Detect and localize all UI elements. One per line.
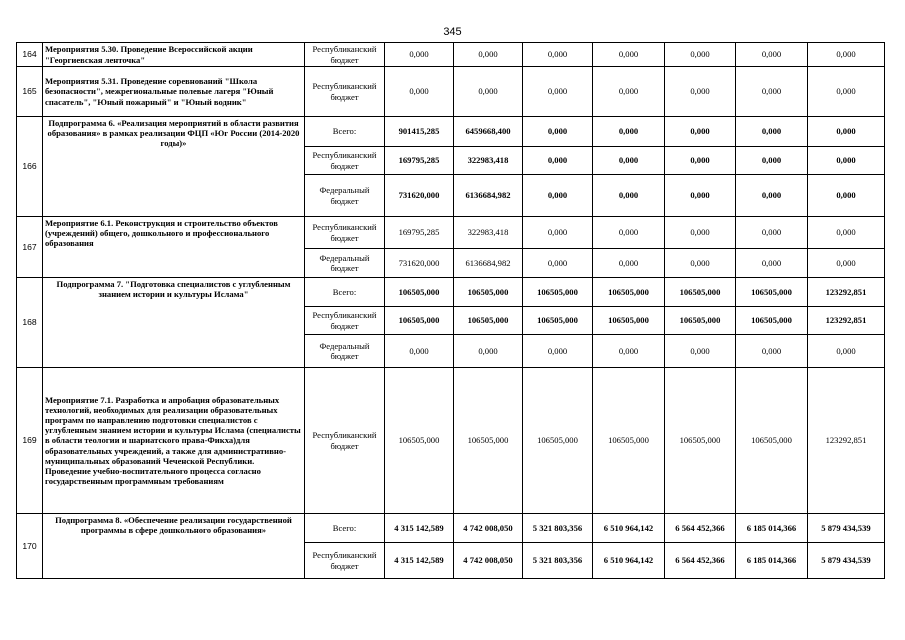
amount-cell: 106505,000 — [385, 368, 454, 514]
amount-cell: 5 321 803,356 — [523, 514, 593, 543]
activity-name: Подпрограмма 6. «Реализация мероприятий в области развития образования» в рамках реализации ФЦП «Юг России (2014-2020 годы)» — [43, 117, 305, 217]
funding-source: Республиканский бюджет — [305, 217, 385, 249]
amount-cell: 0,000 — [523, 43, 593, 67]
amount-cell: 123292,851 — [808, 278, 885, 307]
amount-cell: 106505,000 — [454, 368, 523, 514]
amount-cell: 106505,000 — [593, 307, 665, 335]
amount-cell: 0,000 — [808, 117, 885, 147]
amount-cell: 106505,000 — [665, 307, 736, 335]
amount-cell: 6 564 452,366 — [665, 543, 736, 579]
amount-cell: 0,000 — [593, 335, 665, 368]
budget-table — [16, 42, 885, 579]
amount-cell: 0,000 — [385, 67, 454, 117]
amount-cell: 106505,000 — [523, 278, 593, 307]
amount-cell: 0,000 — [808, 43, 885, 67]
amount-cell: 0,000 — [736, 335, 808, 368]
amount-cell: 123292,851 — [808, 368, 885, 514]
amount-cell: 0,000 — [454, 43, 523, 67]
row-number: 169 — [17, 368, 43, 514]
activity-name: Мероприятия 5.30. Проведение Всероссийской акции "Георгиевская ленточка" — [43, 43, 305, 67]
amount-cell: 322983,418 — [454, 217, 523, 249]
funding-source: Федеральный бюджет — [305, 335, 385, 368]
funding-source: Республиканский бюджет — [305, 307, 385, 335]
amount-cell: 169795,285 — [385, 147, 454, 175]
amount-cell: 106505,000 — [736, 307, 808, 335]
amount-cell: 731620,000 — [385, 249, 454, 278]
funding-source: Республиканский бюджет — [305, 368, 385, 514]
funding-source: Республиканский бюджет — [305, 43, 385, 67]
amount-cell: 106505,000 — [593, 278, 665, 307]
amount-cell: 106505,000 — [736, 368, 808, 514]
amount-cell: 6 510 964,142 — [593, 514, 665, 543]
amount-cell: 0,000 — [665, 175, 736, 217]
row-number: 164 — [17, 43, 43, 67]
activity-name: Мероприятия 5.31. Проведение соревнований "Школа безопасности", межрегиональные полевые лагеря "Юный спасатель", "Юный пожарный" и "Юный водник" — [43, 67, 305, 117]
table-row — [17, 217, 885, 249]
amount-cell: 0,000 — [523, 175, 593, 217]
table-row — [17, 117, 885, 147]
table-row — [17, 67, 885, 117]
amount-cell: 106505,000 — [454, 307, 523, 335]
amount-cell: 123292,851 — [808, 307, 885, 335]
amount-cell: 0,000 — [808, 249, 885, 278]
amount-cell: 0,000 — [593, 147, 665, 175]
amount-cell: 4 742 008,050 — [454, 543, 523, 579]
table-row — [17, 43, 885, 67]
amount-cell: 0,000 — [665, 217, 736, 249]
table-body — [17, 43, 885, 579]
amount-cell: 0,000 — [665, 335, 736, 368]
amount-cell: 0,000 — [665, 249, 736, 278]
amount-cell: 0,000 — [523, 67, 593, 117]
amount-cell: 169795,285 — [385, 217, 454, 249]
amount-cell: 0,000 — [665, 43, 736, 67]
activity-name: Подпрограмма 7. "Подготовка специалистов с углубленным знанием истории и культуры Ислама" — [43, 278, 305, 368]
amount-cell: 0,000 — [736, 175, 808, 217]
amount-cell: 106505,000 — [523, 368, 593, 514]
amount-cell: 4 315 142,589 — [385, 514, 454, 543]
amount-cell: 106505,000 — [665, 278, 736, 307]
amount-cell: 0,000 — [665, 117, 736, 147]
table-row — [17, 278, 885, 307]
amount-cell: 0,000 — [808, 147, 885, 175]
amount-cell: 901415,285 — [385, 117, 454, 147]
table-row — [17, 368, 885, 514]
activity-name: Мероприятие 6.1. Реконструкция и строительство объектов (учреждений) общего, дошкольного и профессионального образования — [43, 217, 305, 278]
amount-cell: 0,000 — [736, 117, 808, 147]
amount-cell: 6 185 014,366 — [736, 543, 808, 579]
amount-cell: 0,000 — [523, 249, 593, 278]
funding-source: Республиканский бюджет — [305, 147, 385, 175]
amount-cell: 6 185 014,366 — [736, 514, 808, 543]
row-number: 168 — [17, 278, 43, 368]
funding-source: Республиканский бюджет — [305, 67, 385, 117]
amount-cell: 0,000 — [736, 147, 808, 175]
amount-cell: 0,000 — [593, 43, 665, 67]
amount-cell: 6136684,982 — [454, 175, 523, 217]
funding-source: Федеральный бюджет — [305, 175, 385, 217]
amount-cell: 0,000 — [454, 335, 523, 368]
amount-cell: 4 315 142,589 — [385, 543, 454, 579]
amount-cell: 0,000 — [665, 147, 736, 175]
amount-cell: 0,000 — [593, 117, 665, 147]
funding-source: Федеральный бюджет — [305, 249, 385, 278]
amount-cell: 731620,000 — [385, 175, 454, 217]
funding-source: Республиканский бюджет — [305, 543, 385, 579]
amount-cell: 0,000 — [454, 67, 523, 117]
amount-cell: 106505,000 — [385, 278, 454, 307]
amount-cell: 6459668,400 — [454, 117, 523, 147]
amount-cell: 0,000 — [523, 117, 593, 147]
funding-source: Всего: — [305, 117, 385, 147]
amount-cell: 0,000 — [736, 249, 808, 278]
page-number: 345 — [443, 26, 462, 38]
amount-cell: 0,000 — [808, 175, 885, 217]
amount-cell: 5 321 803,356 — [523, 543, 593, 579]
amount-cell: 106505,000 — [385, 307, 454, 335]
row-number: 167 — [17, 217, 43, 278]
amount-cell: 0,000 — [808, 335, 885, 368]
funding-source: Всего: — [305, 278, 385, 307]
table-row — [17, 514, 885, 543]
amount-cell: 0,000 — [736, 217, 808, 249]
activity-name: Подпрограмма 8. «Обеспечение реализации государственной программы в сфере дошкольного образования» — [43, 514, 305, 579]
row-number: 170 — [17, 514, 43, 579]
amount-cell: 0,000 — [593, 217, 665, 249]
amount-cell: 106505,000 — [736, 278, 808, 307]
amount-cell: 0,000 — [808, 67, 885, 117]
amount-cell: 5 879 434,539 — [808, 543, 885, 579]
amount-cell: 0,000 — [665, 67, 736, 117]
amount-cell: 6 510 964,142 — [593, 543, 665, 579]
amount-cell: 106505,000 — [593, 368, 665, 514]
amount-cell: 106505,000 — [665, 368, 736, 514]
amount-cell: 0,000 — [385, 43, 454, 67]
amount-cell: 0,000 — [808, 217, 885, 249]
amount-cell: 322983,418 — [454, 147, 523, 175]
amount-cell: 106505,000 — [454, 278, 523, 307]
row-number: 166 — [17, 117, 43, 217]
amount-cell: 0,000 — [593, 249, 665, 278]
amount-cell: 0,000 — [736, 67, 808, 117]
row-number: 165 — [17, 67, 43, 117]
activity-name: Мероприятие 7.1. Разработка и апробация образовательных технологий, необходимых для реализации образовательных программ по направлению подготовки специалистов с углубленным знанием истории и культуры Ислама (специалисты в области теологии и шариатского права-Фикха)для образовательных учреждений, а также для административно-муниципальных образований Чеченской Республики. Проведение учебно-воспитательного процесса согласно государственным программным требованиям — [43, 368, 305, 514]
amount-cell: 0,000 — [523, 335, 593, 368]
amount-cell: 0,000 — [385, 335, 454, 368]
amount-cell: 6136684,982 — [454, 249, 523, 278]
amount-cell: 0,000 — [523, 217, 593, 249]
amount-cell: 0,000 — [593, 175, 665, 217]
amount-cell: 4 742 008,050 — [454, 514, 523, 543]
amount-cell: 0,000 — [523, 147, 593, 175]
funding-source: Всего: — [305, 514, 385, 543]
amount-cell: 106505,000 — [523, 307, 593, 335]
amount-cell: 6 564 452,366 — [665, 514, 736, 543]
amount-cell: 5 879 434,539 — [808, 514, 885, 543]
amount-cell: 0,000 — [736, 43, 808, 67]
amount-cell: 0,000 — [593, 67, 665, 117]
